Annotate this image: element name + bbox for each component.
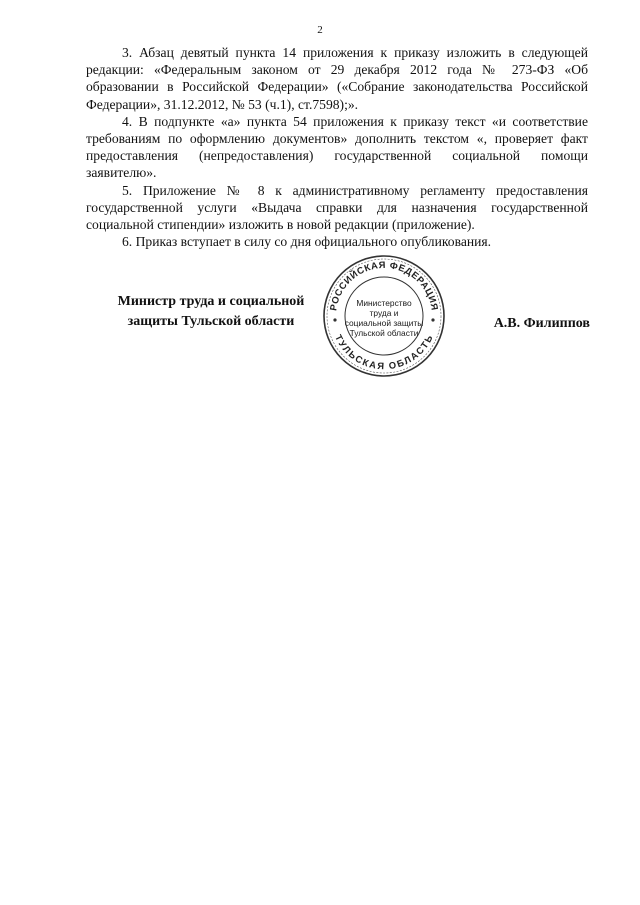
paragraph-4: 4. В подпункте «а» пункта 54 приложения к приказу текст «и соответствие требованиям по оформлению документов» дополнить текстом «, проверяет факт предоставления (непредоставления) государственной социальной помощи заявителю».: [86, 113, 588, 181]
official-seal: [322, 254, 446, 378]
seal-center-line: Тульской области: [349, 328, 419, 338]
seal-top-text: РОССИЙСКАЯ ФЕДЕРАЦИЯ: [327, 258, 441, 312]
seal-right-dot: [431, 318, 434, 321]
seal-bottom-text: ТУЛЬСКАЯ ОБЛАСТЬ: [333, 332, 435, 372]
seal-center-text: [342, 298, 426, 338]
paragraph-3: 3. Абзац девятый пункта 14 приложения к приказу изложить в следующей редакции: «Федеральным законом от 29 декабря 2012 года № 273-ФЗ «Об образовании в Российской Федерации» («Собрание законодательства Российской Федерации», 31.12.2012, № 53 (ч.1), ст.7598);».: [86, 45, 588, 112]
seal-center-line: Министерство: [356, 298, 412, 308]
document-body: [86, 44, 588, 250]
seal-left-dot: [333, 318, 336, 321]
signatory-name: А.В. Филиппов: [493, 316, 590, 331]
signatory-position: [104, 292, 318, 332]
signatory-position-line2: защиты Тульской области: [127, 314, 295, 329]
paragraph-5: 5. Приложение № 8 к административному регламенту предоставления государственной услуги «Выдача справки для назначения государственной социальной стипендии» изложить в новой редакции (приложение).: [86, 182, 588, 233]
page-number: 2: [317, 24, 323, 36]
seal-center-line: социальной защиты: [344, 318, 424, 328]
signatory-position-line1: Министр труда и социальной: [117, 294, 305, 309]
paragraph-6: 6. Приказ вступает в силу со дня официального опубликования.: [122, 234, 492, 250]
seal-center-line: труда и: [369, 308, 399, 318]
